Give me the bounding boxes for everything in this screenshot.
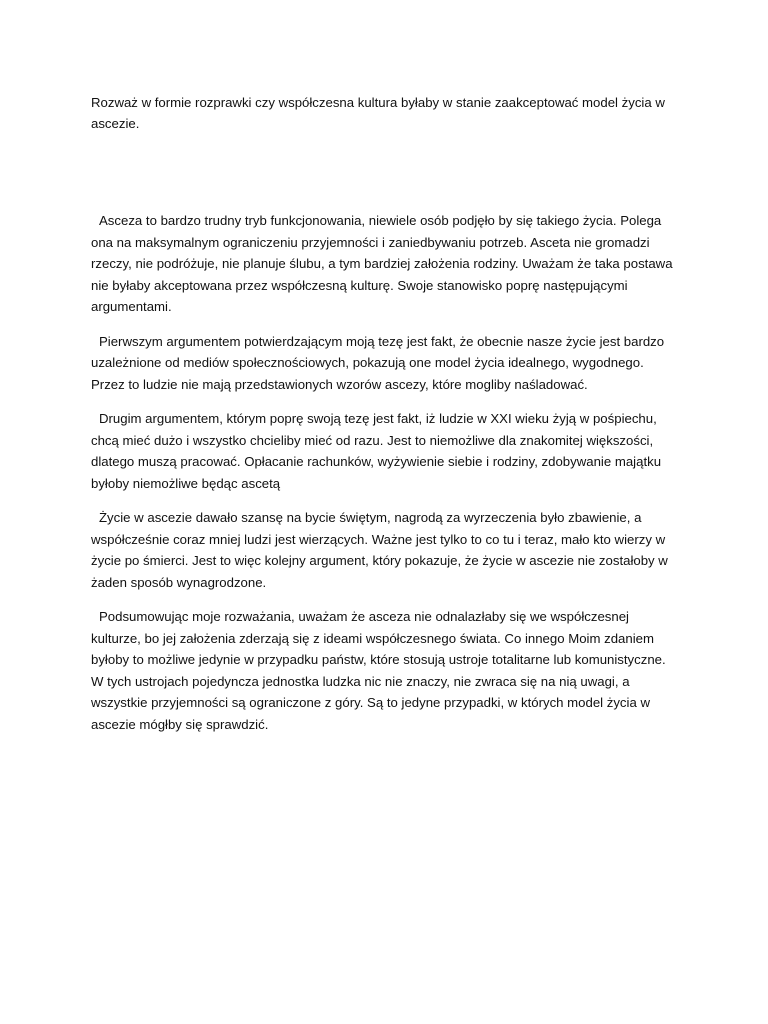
paragraph-argument-2: Drugim argumentem, którym poprę swoją tezę jest fakt, iż ludzie w XXI wieku żyją w pośpiechu, chcą mieć dużo i wszystko chcieliby mieć od razu. Jest to niemożliwe dla znakomitej większości, dlatego muszą pracować. Opłacanie rachunków, wyżywienie siebie i rodziny, zdobywanie majątku byłoby niemożliwe będąc ascetą [91, 411, 662, 491]
essay-body [91, 210, 681, 748]
essay-prompt: Rozważ w formie rozprawki czy współczesna kultura byłaby w stanie zaakceptować model życia w ascezie. [91, 95, 665, 131]
paragraph-argument-3: Życie w ascezie dawało szansę na bycie świętym, nagrodą za wyrzeczenia było zbawienie, a współcześnie coraz mniej ludzi jest wierzących. Ważne jest tylko to co tu i teraz, mało kto wierzy w życie po śmierci. Jest to więc kolejny argument, który pokazuje, że życie w ascezie nie zostałoby w żaden sposób wynagrodzone. [91, 510, 668, 590]
paragraph-conclusion: Podsumowując moje rozważania, uważam że asceza nie odnalazłaby się we współczesnej kulturze, bo jej założenia zderzają się z ideami współczesnego świata. Co innego Moim zdaniem byłoby to możliwe jedynie w przypadku państw, które stosują ustroje totalitarne lub komunistyczne. W tych ustrojach pojedyncza jednostka ludzka nic nie znaczy, nie zwraca się na nią uwagi, a wszystkie przyjemności są ograniczone z góry. Są to jedyne przypadki, w których model życia w ascezie mógłby się sprawdzić. [91, 609, 666, 732]
paragraph-argument-1: Pierwszym argumentem potwierdzającym moją tezę jest fakt, że obecnie nasze życie jest bardzo uzależnione od mediów społecznościowych, pokazują one model życia idealnego, wygodnego. Przez to ludzie nie mają przedstawionych wzorów ascezy, które mogliby naśladować. [91, 333, 665, 392]
paragraph-introduction: Asceza to bardzo trudny tryb funkcjonowania, niewiele osób podjęło by się takiego życia. Polega ona na maksymalnym ograniczeniu przyjemności i zaniedbywaniu potrzeb. Asceta nie gromadzi rzeczy, nie podróżuje, nie planuje ślubu, a tym bardziej założenia rodziny. Uważam że taka postawa nie byłaby akceptowana przez współczesną kulturę. Swoje stanowisko poprę następującymi argumentami. [91, 213, 673, 314]
